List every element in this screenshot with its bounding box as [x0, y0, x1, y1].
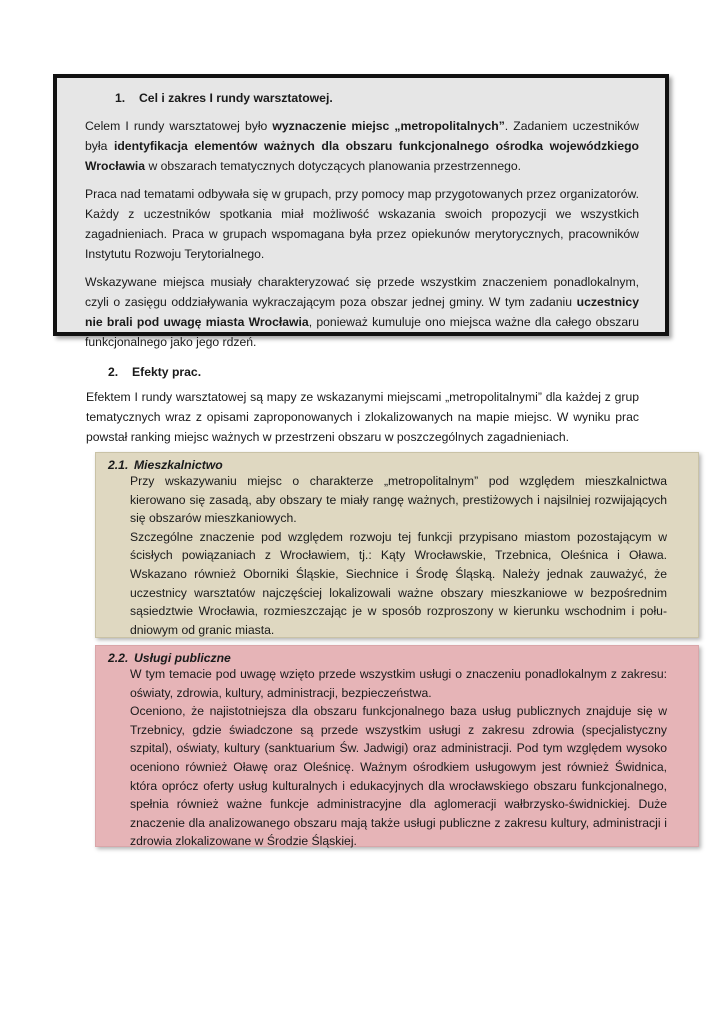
subsection-mieszkalnictwo — [95, 452, 699, 638]
section1-title: Cel i zakres I rundy warsztatowej. — [139, 91, 333, 105]
subsection-paragraph-1: Przy wskazywaniu miejsc o charakterze „metropolitalnym” pod względem mieszkalnictwa kierowano się zasadą, aby obszary te miały rangę ważnych, prestiżowych i najsilniej rozwijających się obszarów mieszkaniowych. — [130, 474, 667, 526]
text-run: Celem I rundy warsztatowej było — [85, 119, 273, 133]
text-run: . Zadaniem uczestników była — [85, 119, 639, 153]
section1-number: 1. — [115, 91, 126, 105]
subsection-paragraph-2: Szczególne znaczenie pod względem rozwoju tej funkcji przypisano miastom pozostającym w ścisłych powiązaniach z Wrocławiem, tj.: Kąty Wrocławskie, Trzebnica, Oleśnica i Oława. Wskazano również Oborniki Śląskie, Siechnice i Środę Śląską. Należy jednak zauważyć, że uczestnicy warsztatów najczęściej lokalizowali ważne obszary mieszkaniowe w bezpośrednim sąsiedztwie Wrocławia, rozmieszczając je w sposób rozproszony w kierunku wschodnim i południowym od granic miasta. — [130, 529, 667, 637]
subsection-title: Mieszkalnictwo — [134, 458, 223, 472]
subsection-paragraph-2: Oceniono, że najistotniejsza dla obszaru funkcjonalnego baza usług publicznych znajduje się w Trzebnicy, gdzie świadczone są przede wszystkim usługi z zakresu zdrowia (specjalistyczny szpital), oświaty, kultury (sanktuarium Św. Jadwigi) oraz administracji. Pod tym względem wysoko oceniono również Oławę oraz Oleśnicę. Ważnym ośrodkiem usługowym jest również Świdnica, która oprócz oferty usług kulturalnych i edukacyjnych dla wrocławskiego obszaru funkcjonalnego, spełnia również ważne funkcje administracyjne dla aglomeracji wałbrzysko-świdnickiej. Duże znaczenie dla analizowanego obszaru mają także usługi publiczne z zakresu kultury, administracji i zdrowia zlokalizowane w Środzie Śląskiej. — [130, 704, 667, 849]
subsection-uslugi-publiczne — [95, 645, 699, 847]
bold-run: wyznaczenie miejsc „metropolitalnych” — [272, 119, 505, 133]
text-run: Wskazywane miejsca musiały charakteryzować się przede wszystkim znaczeniem ponadlokalnym, czyli o zasięgu oddziaływania wykraczającym poza obszar jednej gminy. W tym zadaniu — [85, 275, 639, 309]
section1-paragraph-2: Praca nad tematami odbywała się w grupach, przy pomocy map przygotowanych przez organizatorów. Każdy z uczestników spotkania miał możliwość wskazania swoich propozycji we wszystkich zagadnieniach. Praca w grupach wspomagana była przez opiekunów merytorycznych, pracowników Instytutu Rozwoju Terytorialnego. — [85, 187, 639, 261]
subsection-title: Usługi publiczne — [134, 651, 231, 665]
section1-heading — [85, 88, 639, 108]
section2-number: 2. — [108, 365, 119, 379]
section1-box — [53, 74, 669, 349]
bold-run: identyfikacja elementów ważnych dla obszaru funkcjonalnego ośrodka wojewódzkiego Wrocławia — [85, 139, 639, 173]
subsection-number: 2.1. — [108, 458, 129, 472]
subsection-body — [130, 665, 667, 851]
subsection-body — [130, 472, 667, 639]
section2-intro: Efektem I rundy warsztatowej są mapy ze wskazanymi miejscami „metropolitalnymi” dla każdej z grup tematycznych wraz z opisami zaproponowanych i zlokalizowanych na mapie miejsc. W wyniku prac powstał ranking miejsc ważnych w przestrzeni obszaru w poszczególnych zagadnieniach. — [86, 390, 639, 444]
bold-run: uczestnicy nie brali pod uwagę miasta Wrocławia — [85, 295, 639, 329]
text-run: w obszarach tematycznych dotyczących planowania przestrzennego. — [145, 159, 522, 173]
section2-title: Efekty prac. — [132, 365, 202, 379]
section1-paragraph-1 — [85, 116, 639, 176]
subsection-paragraph-1: W tym temacie pod uwagę wzięto przede wszystkim usługi o znaczeniu ponadlokalnym z zakresu: oświaty, zdrowia, kultury, administracji, bezpieczeństwa. — [130, 667, 667, 700]
section1-paragraph-3 — [85, 272, 639, 352]
subsection-number: 2.2. — [108, 651, 129, 665]
text-run: , ponieważ kumuluje ono miejsca ważne dla całego obszaru funkcjonalnego jako jego rdzeń. — [85, 315, 639, 349]
section2-heading — [108, 362, 201, 382]
